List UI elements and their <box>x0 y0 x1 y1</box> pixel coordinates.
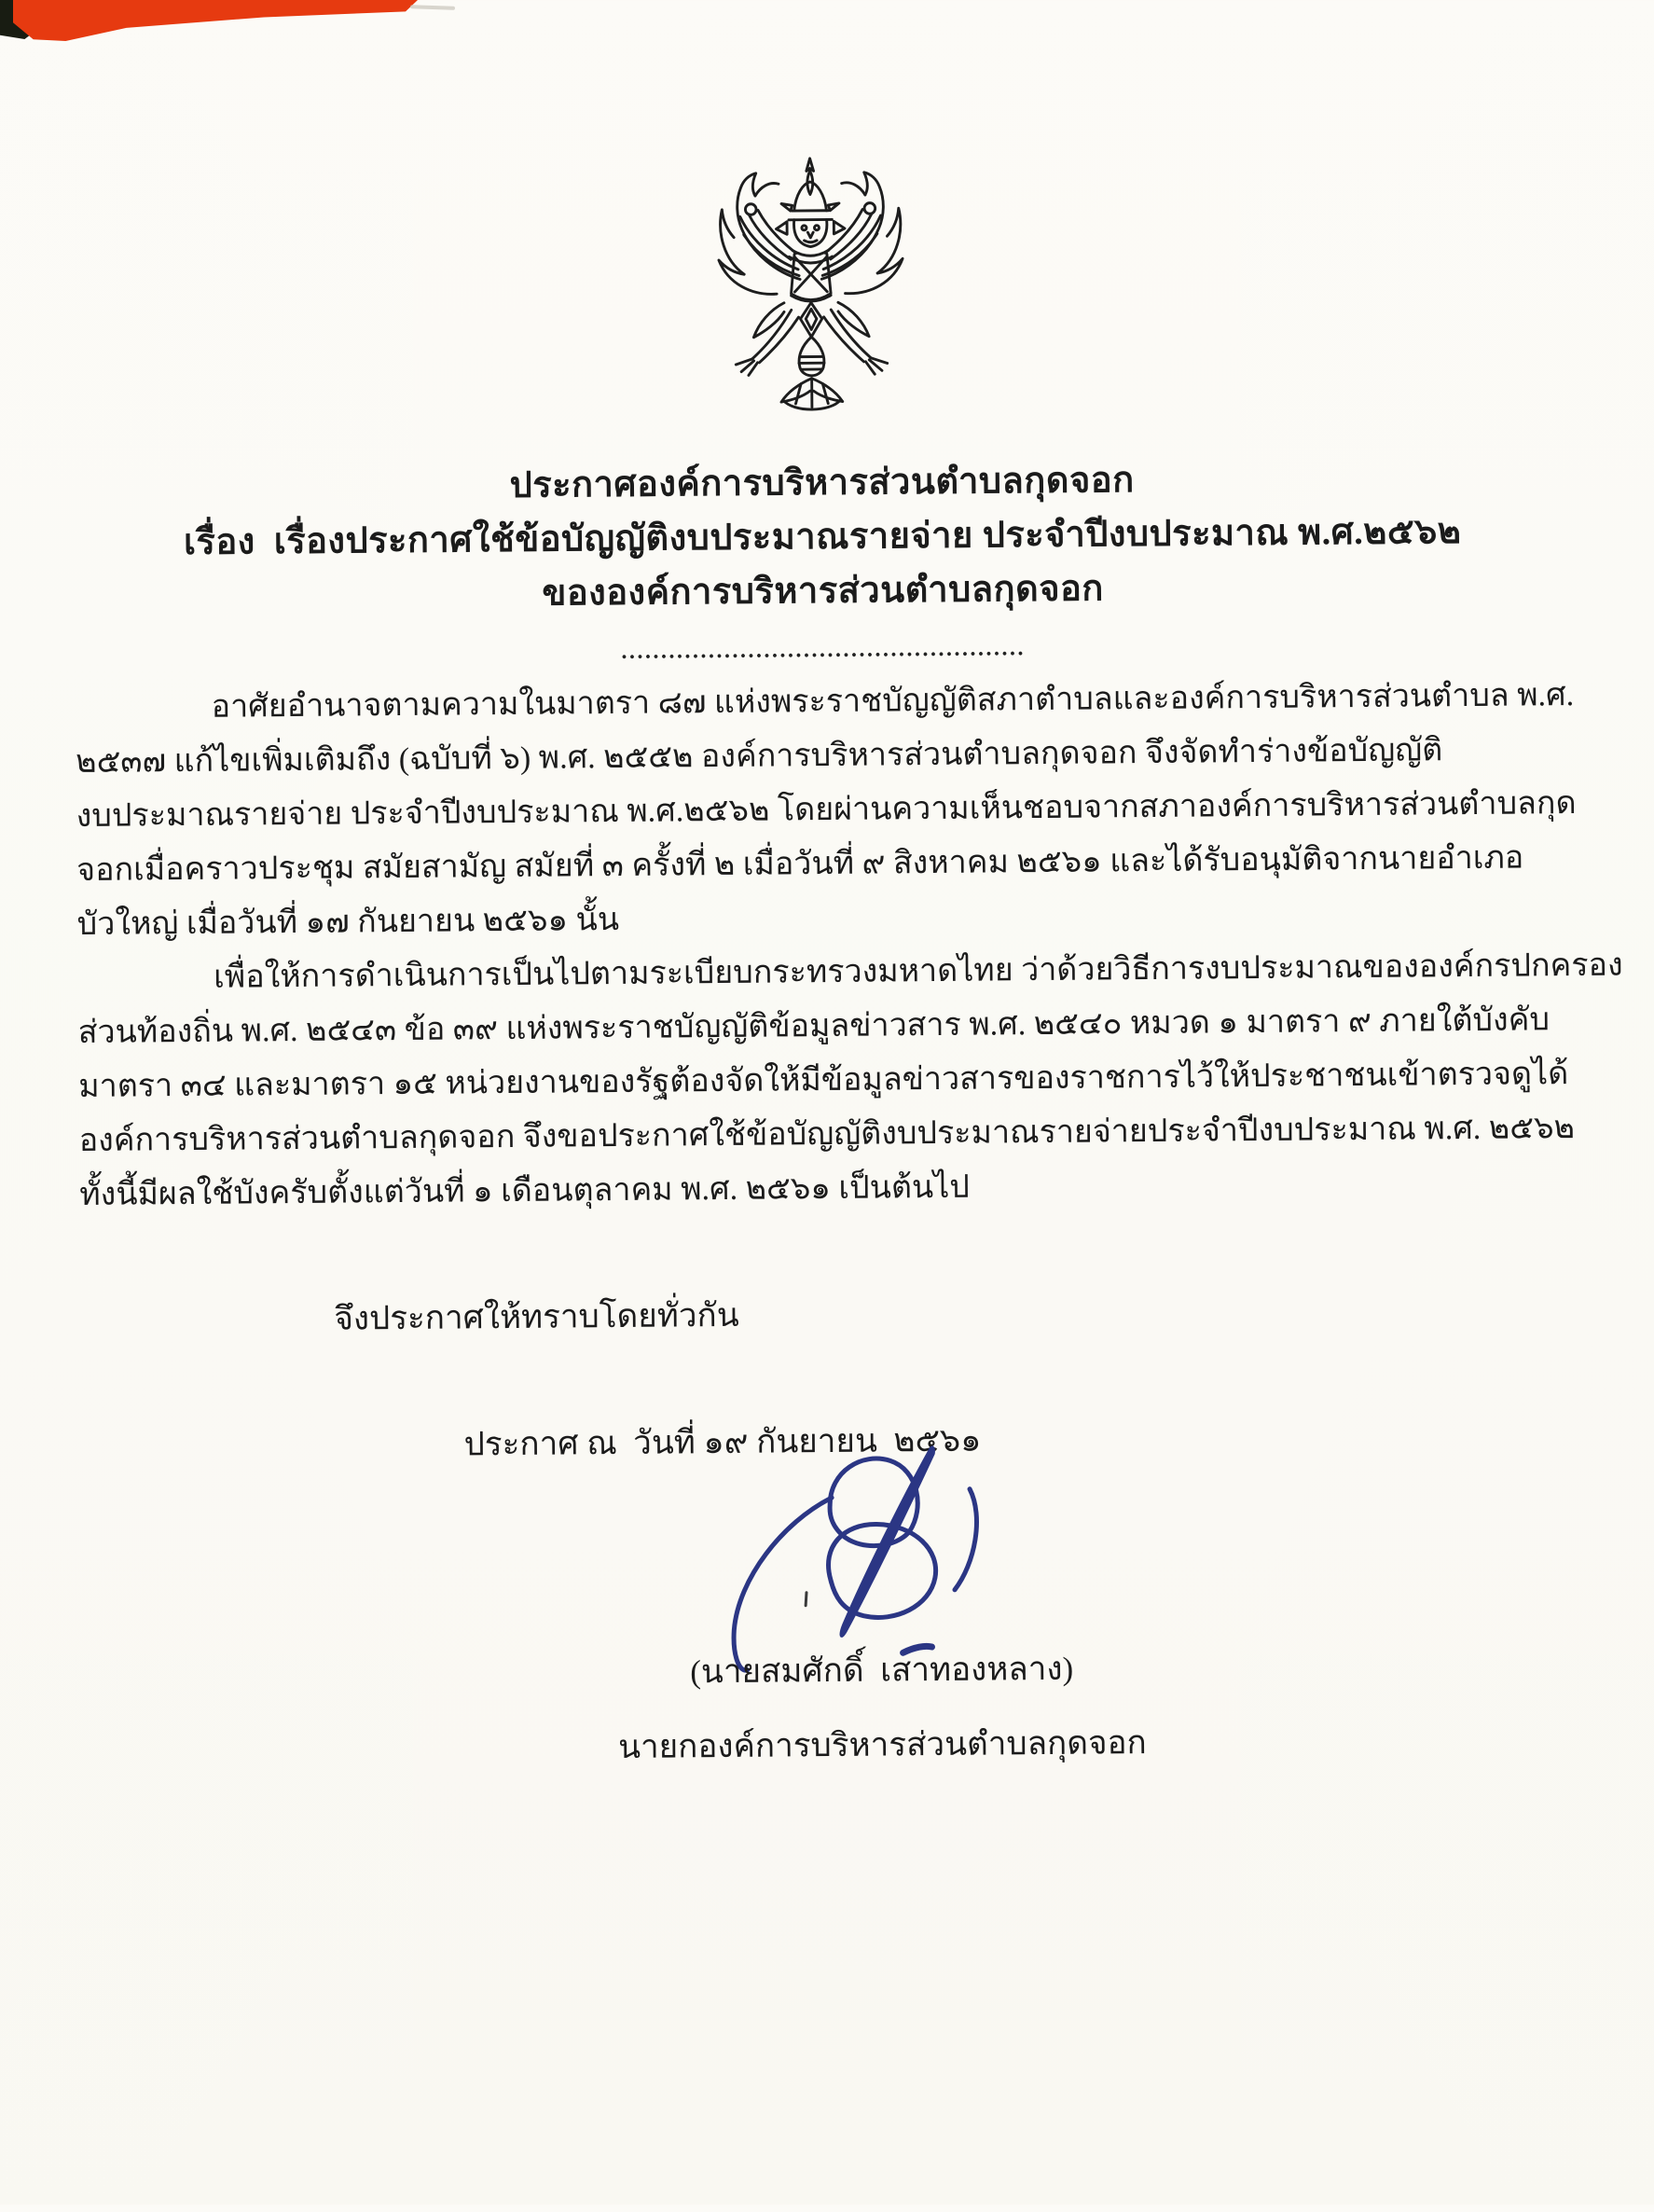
doc-title-line2: เรื่อง เรื่องประกาศใช้ข้อบัญญัติงบประมาณรายจ่าย ประจำปีงบประมาณ พ.ศ.๒๕๖๒ <box>183 512 1462 562</box>
doc-title-line3: ขององค์การบริหารส่วนตำบลกุดจอก <box>542 569 1105 614</box>
dotted-divider: ................................................... <box>621 636 1027 664</box>
body-line: ทั้งนี้มีผลใช้บังครับตั้งแต่วันที่ ๑ เดือนตุลาคม พ.ศ. ๒๕๖๑ เป็นต้นไป <box>79 1169 971 1213</box>
body-line: ส่วนท้องถิ่น พ.ศ. ๒๕๔๓ ข้อ ๓๙ แห่งพระราชบัญญัติข้อมูลข่าวสาร พ.ศ. ๒๕๔๐ หมวด ๑ มาตรา ๙ ภายใต้บังคับ <box>77 1002 1551 1051</box>
body-line: องค์การบริหารส่วนตำบลกุดจอก จึงขอประกาศใช้ข้อบัญญัติงบประมาณรายจ่ายประจำปีงบประมาณ พ.ศ. ๒๕๖๒ <box>78 1111 1576 1159</box>
garuda-emblem-svg <box>690 150 933 422</box>
doc-title-line1: ประกาศองค์การบริหารส่วนตำบลกุดจอก <box>509 461 1135 505</box>
body-line: เพื่อให้การดำเนินการเป็นไปตามระเบียบกระทรวงมหาดไทย ว่าด้วยวิธีการงบประมาณขององค์กรปกครอง <box>214 947 1623 995</box>
body-line: มาตรา ๓๔ และมาตรา ๑๕ หน่วยงานของรัฐต้องจัดให้มีข้อมูลข่าวสารของราชการไว้ให้ประชาชนเข้าตรวจดูได้ <box>78 1057 1569 1105</box>
body-line: ๒๕๓๗ แก้ไขเพิ่มเติมถึง (ฉบับที่ ๖) พ.ศ. ๒๕๕๒ องค์การบริหารส่วนตำบลกุดจอก จึงจัดทำร่างข้อบัญญัติ <box>76 733 1443 781</box>
proclamation-date-line: ประกาศ ณ วันที่ ๑๙ กันยายน ๒๕๖๑ <box>463 1421 982 1463</box>
signer-name: (นายสมศักดิ์ เสาทองหลาง) <box>690 1650 1074 1691</box>
body-line: จอกเมื่อคราวประชุม สมัยสามัญ สมัยที่ ๓ ครั้งที่ ๒ เมื่อวันที่ ๙ สิงหาคม ๒๕๖๑ และได้รับอนุมัติจากนายอำเภอ <box>76 840 1524 889</box>
body-line: บัวใหญ่ เมื่อวันที่ ๑๗ กันยายน ๒๕๖๑ นั้น <box>76 902 620 943</box>
body-line: งบประมาณรายจ่าย ประจำปีงบประมาณ พ.ศ.๒๕๖๒ โดยผ่านความเห็นชอบจากสภาองค์การบริหารส่วนตำบลกุด <box>76 785 1577 835</box>
closing-statement: จึงประกาศให้ทราบโดยทั่วกัน <box>334 1296 739 1337</box>
signer-title: นายกองค์การบริหารส่วนตำบลกุดจอก <box>617 1724 1147 1765</box>
body-line: อาศัยอำนาจตามความในมาตรา ๘๗ แห่งพระราชบัญญัติสภาตำบลและองค์การบริหารส่วนตำบล พ.ศ. <box>211 677 1575 725</box>
garuda-emblem-image <box>690 150 933 422</box>
body-text <box>75 669 1623 1223</box>
